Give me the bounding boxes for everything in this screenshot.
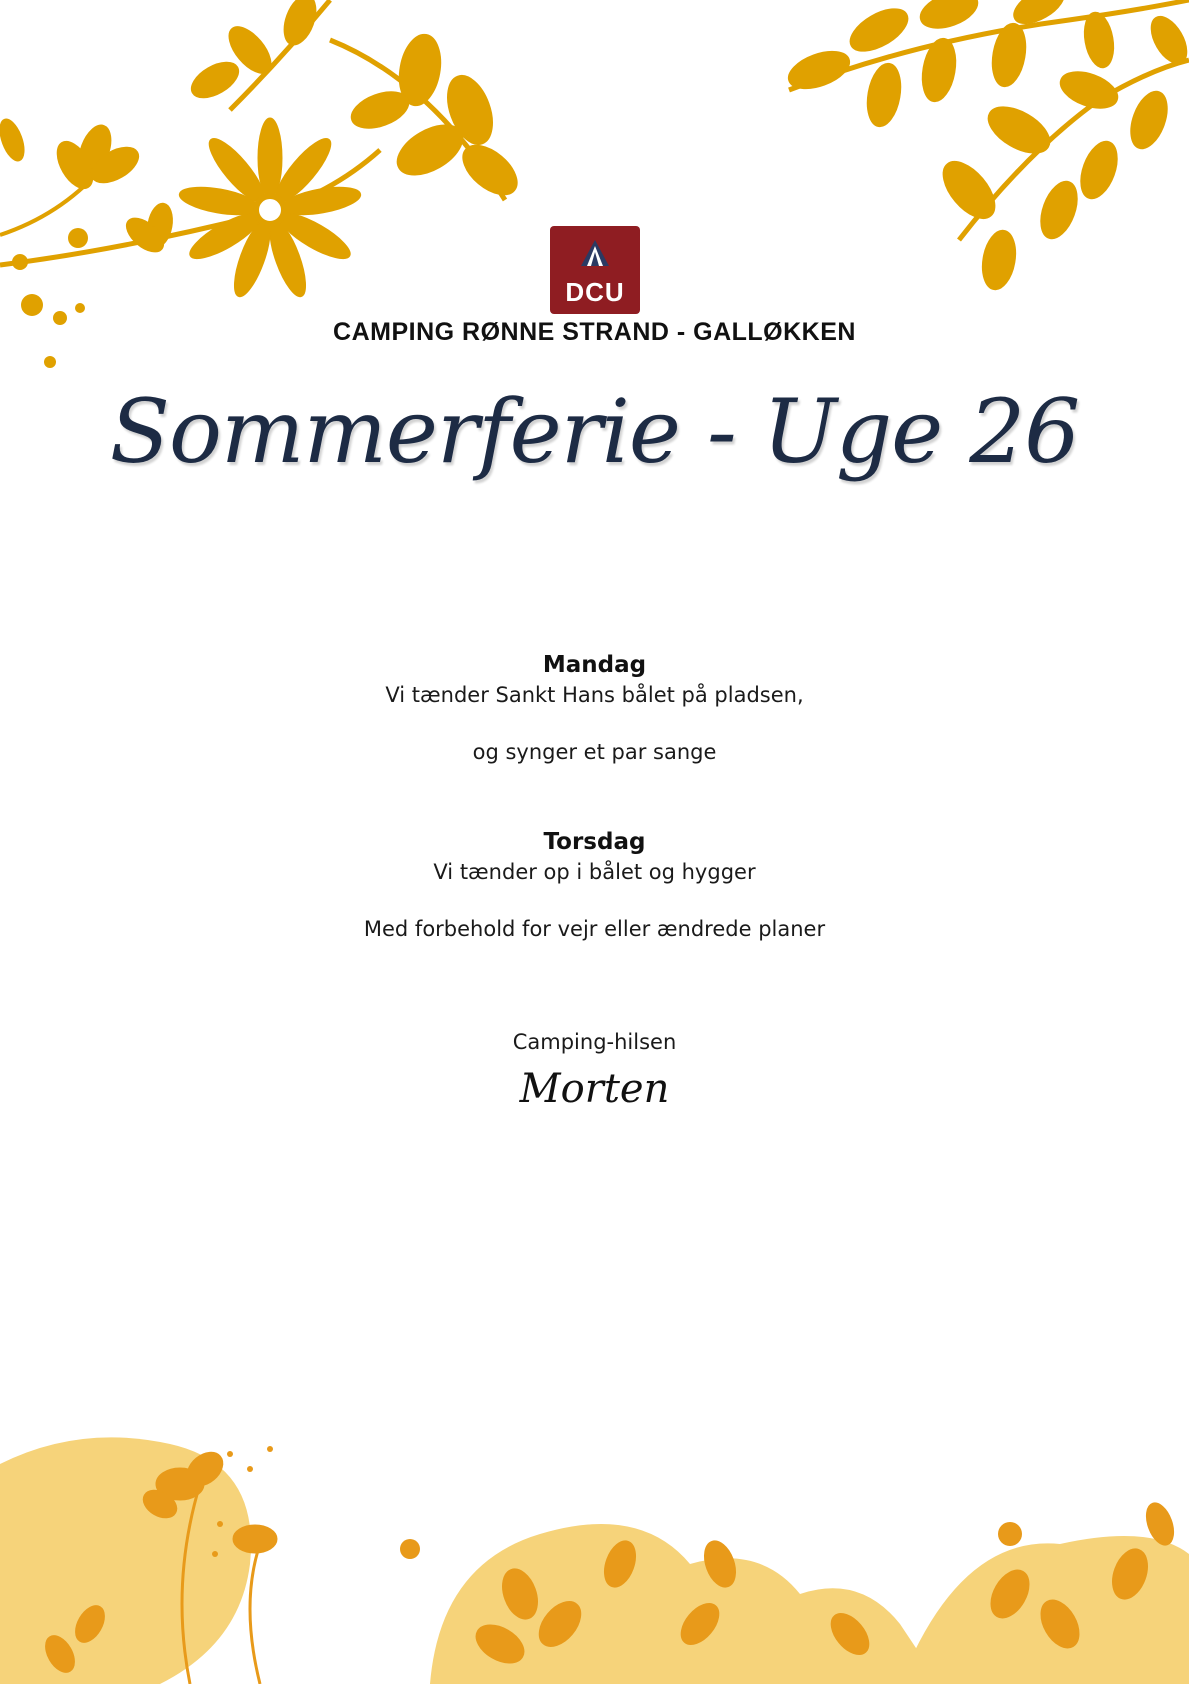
tent-icon [579,238,611,268]
event-text: Vi tænder Sankt Hans bålet på pladsen, [385,683,804,707]
leaf-decoration-top-right [769,0,1189,310]
logo-text: DCU [565,277,625,307]
event-schedule [0,650,1189,1113]
event-note: Med forbehold for vejr eller ændrede planer [363,917,826,941]
dcu-logo [550,226,640,314]
event-text: Vi tænder op i bålet og hygger [433,860,756,884]
closing-greeting: Camping-hilsen [512,1030,677,1054]
event-day-thursday: Torsdag [543,829,646,855]
signature: Morten [519,1066,670,1112]
campsite-name: CAMPING RØNNE STRAND - GALLØKKEN [333,318,856,346]
page-title: Sommerferie - Uge 26 [109,380,1080,483]
event-text: og synger et par sange [472,740,717,764]
floral-decoration-bottom [0,1424,1189,1684]
event-day-monday: Mandag [542,652,647,678]
